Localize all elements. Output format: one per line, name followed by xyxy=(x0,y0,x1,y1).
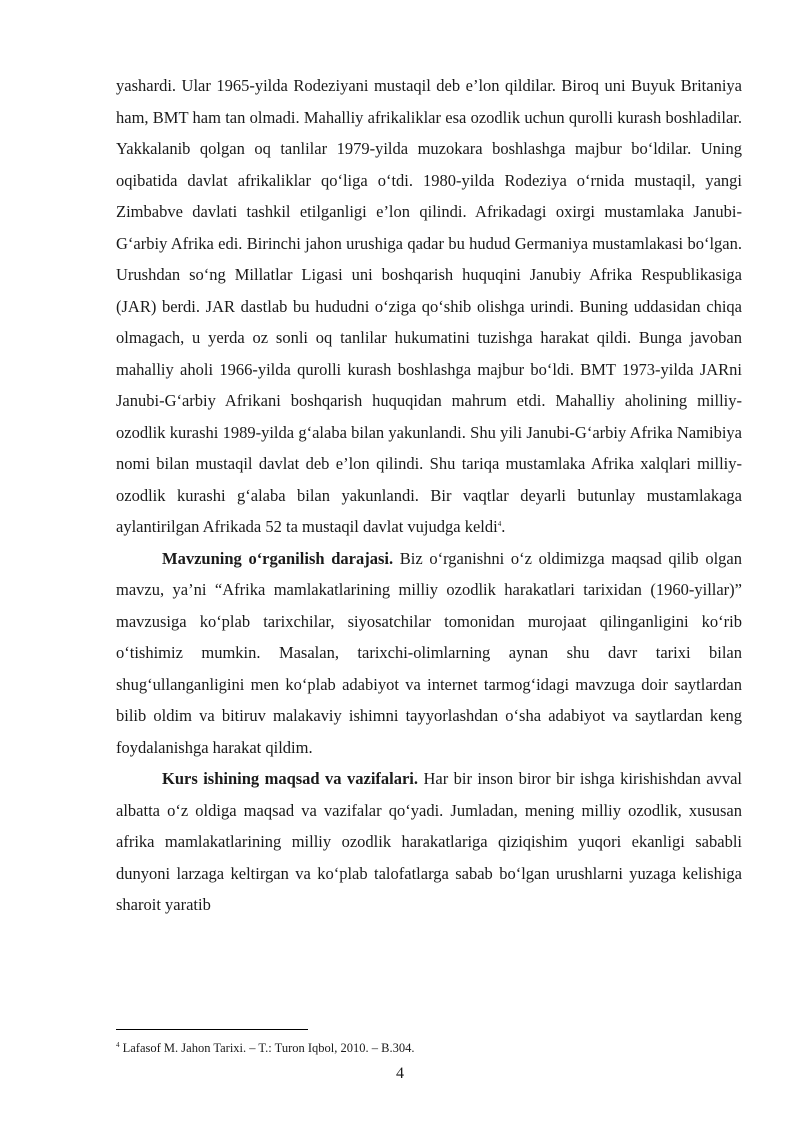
paragraph-goals-tasks xyxy=(116,763,742,921)
paragraph-text: yashardi. Ular 1965-yilda Rodeziyani mustaqil deb e’lon qildilar. Biroq uni Buyuk Britaniya ham, BMT ham tan olmadi. Mahalliy afrikaliklar esa ozodlik uchun qurolli kurash boshladilar. Yakkalanib qolgan oq tanlilar 1979-yilda muzokara boshlashga majbur bo‘ldilar. Uning oqibatida davlat afrikaliklar qo‘liga o‘tdi. 1980-yilda Rodeziya o‘rnida mustaqil, yangi Zimbabve davlati tashkil etilganligi e’lon qilindi. Afrikadagi oxirgi mustamlaka Janubi-G‘arbiy Afrika edi. Birinchi jahon urushiga qadar bu hudud Germaniya mustamlakasi bo‘lgan. Urushdan so‘ng Millatlar Ligasi uni boshqarish huquqini Janubiy Afrika Respublikasiga (JAR) berdi. JAR dastlab bu hududni o‘ziga qo‘shib olishga urindi. Buning uddasidan chiqa olmagach, u yerda oz sonli oq tanlilar hukumatini tuzishga harakat qildi. Bunga javoban mahalliy aholi 1966-yilda qurolli kurash boshlashga majbur bo‘ldi. BMT 1973-yilda JARni Janubi-G‘arbiy Afrikani boshqarish huquqidan mahrum etdi. Mahalliy aholining milliy-ozodlik kurashi 1989-yilda g‘alaba bilan yakunlandi. Shu yili Janubi-G‘arbiy Afrika Namibiya nomi bilan mustaqil davlat deb e’lon qilindi. Shu tariqa mustamlaka Afrika xalqlari milliy-ozodlik kurashi g‘alaba bilan yakunlandi. Bir vaqtlar deyarli butunlay mustamlakaga aylantirilgan Afrikada 52 ta mustaqil davlat vujudga keldi xyxy=(116,76,742,536)
paragraph-text: Biz o‘rganishni o‘z oldimizga maqsad qilib olgan mavzu, ya’ni “Afrika mamlakatlarining milliy ozodlik harakatlari tarixidan (1960-yillar)” mavzusiga ko‘plab tarixchilar, siyosatchilar tomonidan murojaat qilinganligini ko‘rib o‘tishimiz mumkin. Masalan, tarixchi-olimlarning aynan shu davr tarixi bilan shug‘ullanganligini men ko‘plab adabiyot va internet tarmog‘idagi mavzuga doir saytlardan bilib oldim va bitiruv malakaviy ishimni tayyorlashdan o‘sha adabiyot va saytlardan keng foydalanishga harakat qildim. xyxy=(116,548,742,757)
footnote-divider xyxy=(116,1029,308,1030)
page-number: 4 xyxy=(396,1065,404,1082)
paragraph-end: . xyxy=(501,517,506,536)
footnote xyxy=(116,1040,742,1056)
paragraph-rhodesia-namibia xyxy=(116,70,742,543)
section-heading-research-level: Mavzuning o‘rganilish darajasi. xyxy=(162,548,394,568)
paragraph-text: Har bir inson biror bir ishga kirishishdan avval albatta o‘z oldiga maqsad va vazifalar qo‘yadi. Jumladan, mening milliy ozodlik, xususan afrika mamlakatlarining milliy ozodlik harakatlariga qiziqishim yuqori ekanligi sababli dunyoni larzaga keltirgan va ko‘plab talofatlarga sabab bo‘lgan urushlarni yuzaga kelishiga sharoit yaratib xyxy=(116,769,742,914)
section-heading-goals-tasks: Kurs ishining maqsad va vazifalari. xyxy=(162,769,419,788)
paragraph-research-level xyxy=(116,543,742,764)
page-body xyxy=(116,70,742,921)
footnote-reference[interactable]: 4 xyxy=(497,520,502,528)
footnote-text: Lafasof M. Jahon Tarixi. – T.: Turon Iqbol, 2010. – B.304. xyxy=(119,1041,415,1055)
footnote-number: 4 xyxy=(116,1041,120,1049)
